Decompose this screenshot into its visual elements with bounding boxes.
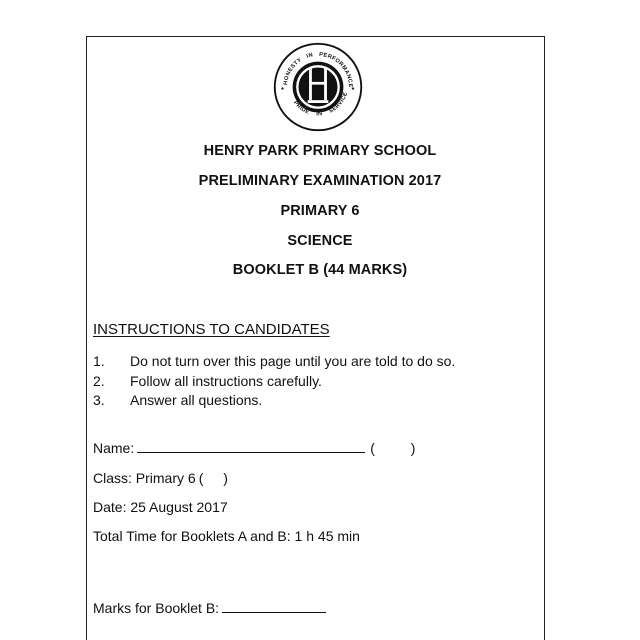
star-icon: ★ <box>350 85 356 91</box>
logo-motto-bottom-right: SERVICE <box>328 91 350 115</box>
logo-motto-bottom-left: PRIDE <box>291 100 311 116</box>
instruction-number: 3. <box>93 392 105 408</box>
total-time-text: Total Time for Booklets A and B: 1 h 45 min <box>93 528 360 544</box>
instructions-heading: INSTRUCTIONS TO CANDIDATES <box>93 321 330 338</box>
logo-motto-right: PERFORMANCE <box>318 51 354 88</box>
instruction-number: 1. <box>93 353 105 369</box>
date-text: Date: 25 August 2017 <box>93 499 228 515</box>
marks-field <box>93 600 326 616</box>
name-field <box>93 440 415 456</box>
marks-blank[interactable] <box>222 600 326 613</box>
register-number-paren[interactable]: ( ) <box>370 440 416 456</box>
instruction-item <box>93 392 262 408</box>
instruction-text: Answer all questions. <box>130 392 263 408</box>
level-title: PRIMARY 6 <box>280 203 360 219</box>
booklet-title: BOOKLET B (44 MARKS) <box>232 262 408 278</box>
star-icon: ★ <box>280 85 285 91</box>
school-crest-logo <box>271 40 365 134</box>
marks-label: Marks for Booklet B: <box>93 600 220 616</box>
class-paren[interactable]: ( ) <box>198 470 228 486</box>
instruction-text: Do not turn over this page until you are told to do so. <box>130 353 456 369</box>
logo-motto-bottom-mid: IN <box>316 111 323 118</box>
class-field <box>93 470 228 486</box>
class-label: Class: Primary 6 <box>93 470 196 486</box>
name-label: Name: <box>93 440 135 456</box>
school-name: HENRY PARK PRIMARY SCHOOL <box>203 143 437 159</box>
logo-motto-top: IN <box>305 52 314 60</box>
subject-title: SCIENCE <box>287 233 353 249</box>
instruction-text: Follow all instructions carefully. <box>130 373 322 389</box>
instruction-number: 2. <box>93 373 105 389</box>
instruction-item <box>93 353 455 369</box>
name-blank[interactable] <box>137 440 365 453</box>
logo-motto-left: HONESTY <box>282 57 304 86</box>
exam-title: PRELIMINARY EXAMINATION 2017 <box>198 173 442 189</box>
instruction-item <box>93 373 322 389</box>
